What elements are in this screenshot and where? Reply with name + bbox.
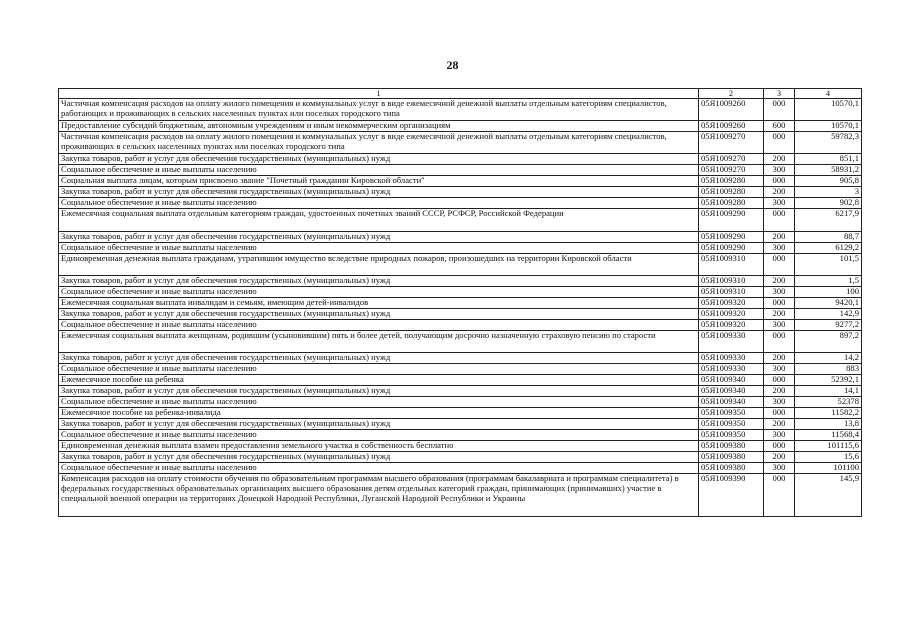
row-code-cell: 05Я1009310 <box>699 287 764 298</box>
row-type-cell: 300 <box>764 243 795 254</box>
row-name-cell: Компенсация расходов на оплату стоимости обучения по образовательным программам высшего образования (программам бакалавриата и программам специалитета) в федеральных государственных образовательных организациях высшего образования детям отдельных категорий граждан, принимающих (принимавших) участие в специальной военной операции на территориях Донецкой Народной Республики, Луганской Народной Республики и Украины <box>59 474 699 517</box>
row-amount-cell: 100 <box>795 287 862 298</box>
table-row <box>59 353 862 364</box>
table-row <box>59 99 862 121</box>
row-type-cell: 000 <box>764 99 795 121</box>
row-amount-cell: 10570,1 <box>795 99 862 121</box>
table-row <box>59 397 862 408</box>
table-row <box>59 408 862 419</box>
row-type-cell: 200 <box>764 386 795 397</box>
row-name-cell: Ежемесячная социальная выплата отдельным категориям граждан, удостоенных почетных званий СССР, РСФСР, Российской Федерации <box>59 209 699 232</box>
row-amount-cell: 897,2 <box>795 331 862 353</box>
table-row <box>59 298 862 309</box>
row-type-cell: 300 <box>764 463 795 474</box>
row-type-cell: 000 <box>764 176 795 187</box>
table-row <box>59 187 862 198</box>
row-name-cell: Социальное обеспечение и иные выплаты населению <box>59 320 699 331</box>
row-type-cell: 200 <box>764 154 795 165</box>
table-row <box>59 430 862 441</box>
table-row <box>59 419 862 430</box>
row-code-cell: 05Я1009330 <box>699 353 764 364</box>
row-amount-cell: 3 <box>795 187 862 198</box>
row-name-cell: Предоставление субсидий бюджетным, автономным учреждениям и иным некоммерческим организациям <box>59 121 699 132</box>
page-number: 28 <box>446 58 459 72</box>
row-type-cell: 300 <box>764 430 795 441</box>
row-name-cell: Социальное обеспечение и иные выплаты населению <box>59 364 699 375</box>
table-row <box>59 154 862 165</box>
table-row <box>59 198 862 209</box>
table-row <box>59 386 862 397</box>
row-amount-cell: 13,8 <box>795 419 862 430</box>
row-type-cell: 300 <box>764 320 795 331</box>
row-amount-cell: 11568,4 <box>795 430 862 441</box>
header-col-2: 2 <box>699 89 764 99</box>
row-type-cell: 200 <box>764 309 795 320</box>
row-code-cell: 05Я1009320 <box>699 320 764 331</box>
row-type-cell: 300 <box>764 165 795 176</box>
row-type-cell: 200 <box>764 232 795 243</box>
row-code-cell: 05Я1009280 <box>699 187 764 198</box>
row-amount-cell: 851,1 <box>795 154 862 165</box>
row-amount-cell: 88,7 <box>795 232 862 243</box>
row-code-cell: 05Я1009320 <box>699 309 764 320</box>
row-type-cell: 000 <box>764 209 795 232</box>
row-code-cell: 05Я1009320 <box>699 298 764 309</box>
row-code-cell: 05Я1009330 <box>699 331 764 353</box>
row-type-cell: 000 <box>764 132 795 154</box>
table-row <box>59 254 862 276</box>
row-code-cell: 05Я1009260 <box>699 99 764 121</box>
row-name-cell: Ежемесячная социальная выплата женщинам, родившим (усыновившим) пять и более детей, получающим досрочно назначенную страховую пенсию по старости <box>59 331 699 353</box>
row-name-cell: Закупка товаров, работ и услуг для обеспечения государственных (муниципальных) нужд <box>59 154 699 165</box>
row-code-cell: 05Я1009270 <box>699 154 764 165</box>
row-amount-cell: 101100 <box>795 463 862 474</box>
row-code-cell: 05Я1009270 <box>699 165 764 176</box>
row-amount-cell: 145,9 <box>795 474 862 517</box>
row-name-cell: Частичная компенсация расходов на оплату жилого помещения и коммунальных услуг в виде ежемесячной денежной выплаты отдельным категориям специалистов, проживающих в сельских населенных пунктах или поселках городского типа <box>59 132 699 154</box>
row-type-cell: 000 <box>764 408 795 419</box>
row-amount-cell: 6217,9 <box>795 209 862 232</box>
table-row <box>59 331 862 353</box>
row-type-cell: 200 <box>764 187 795 198</box>
row-type-cell: 300 <box>764 364 795 375</box>
row-name-cell: Единовременная денежная выплата гражданам, утратившим имущество вследствие природных пожаров, произошедших на территории Кировской области <box>59 254 699 276</box>
row-amount-cell: 11582,2 <box>795 408 862 419</box>
row-name-cell: Социальное обеспечение и иные выплаты населению <box>59 198 699 209</box>
row-amount-cell: 10570,1 <box>795 121 862 132</box>
row-code-cell: 05Я1009380 <box>699 463 764 474</box>
row-code-cell: 05Я1009350 <box>699 408 764 419</box>
row-type-cell: 600 <box>764 121 795 132</box>
row-amount-cell: 883 <box>795 364 862 375</box>
row-type-cell: 000 <box>764 298 795 309</box>
row-name-cell: Закупка товаров, работ и услуг для обеспечения государственных (муниципальных) нужд <box>59 232 699 243</box>
row-name-cell: Социальное обеспечение и иные выплаты населению <box>59 243 699 254</box>
row-code-cell: 05Я1009310 <box>699 254 764 276</box>
row-amount-cell: 52392,1 <box>795 375 862 386</box>
row-amount-cell: 902,8 <box>795 198 862 209</box>
table-row <box>59 364 862 375</box>
row-amount-cell: 6129,2 <box>795 243 862 254</box>
row-code-cell: 05Я1009330 <box>699 364 764 375</box>
row-code-cell: 05Я1009380 <box>699 452 764 463</box>
row-name-cell: Закупка товаров, работ и услуг для обеспечения государственных (муниципальных) нужд <box>59 452 699 463</box>
row-type-cell: 300 <box>764 287 795 298</box>
table-row <box>59 176 862 187</box>
row-code-cell: 05Я1009340 <box>699 375 764 386</box>
row-amount-cell: 58931,2 <box>795 165 862 176</box>
row-amount-cell: 101115,6 <box>795 441 862 452</box>
row-name-cell: Ежемесячное пособие на ребенка <box>59 375 699 386</box>
header-col-3: 3 <box>764 89 795 99</box>
row-code-cell: 05Я1009280 <box>699 176 764 187</box>
row-code-cell: 05Я1009340 <box>699 386 764 397</box>
row-amount-cell: 101,5 <box>795 254 862 276</box>
row-amount-cell: 1,5 <box>795 276 862 287</box>
row-code-cell: 05Я1009260 <box>699 121 764 132</box>
row-type-cell: 200 <box>764 353 795 364</box>
row-type-cell: 200 <box>764 419 795 430</box>
row-type-cell: 000 <box>764 331 795 353</box>
row-name-cell: Социальное обеспечение и иные выплаты населению <box>59 463 699 474</box>
row-type-cell: 000 <box>764 474 795 517</box>
row-code-cell: 05Я1009390 <box>699 474 764 517</box>
table-row <box>59 232 862 243</box>
row-code-cell: 05Я1009280 <box>699 198 764 209</box>
row-code-cell: 05Я1009310 <box>699 276 764 287</box>
row-name-cell: Закупка товаров, работ и услуг для обеспечения государственных (муниципальных) нужд <box>59 386 699 397</box>
table-header-row <box>59 89 862 99</box>
row-amount-cell: 14,1 <box>795 386 862 397</box>
table-row <box>59 320 862 331</box>
row-type-cell: 000 <box>764 441 795 452</box>
row-name-cell: Социальное обеспечение и иные выплаты населению <box>59 397 699 408</box>
row-amount-cell: 52378 <box>795 397 862 408</box>
row-type-cell: 200 <box>764 276 795 287</box>
table-row <box>59 287 862 298</box>
row-type-cell: 000 <box>764 375 795 386</box>
row-amount-cell: 905,8 <box>795 176 862 187</box>
row-code-cell: 05Я1009350 <box>699 419 764 430</box>
row-name-cell: Закупка товаров, работ и услуг для обеспечения государственных (муниципальных) нужд <box>59 187 699 198</box>
table-row <box>59 441 862 452</box>
row-code-cell: 05Я1009350 <box>699 430 764 441</box>
table-row <box>59 452 862 463</box>
row-name-cell: Социальное обеспечение и иные выплаты населению <box>59 430 699 441</box>
row-name-cell: Ежемесячное пособие на ребенка-инвалида <box>59 408 699 419</box>
budget-table <box>58 88 862 517</box>
header-col-4: 4 <box>795 89 862 99</box>
row-amount-cell: 15,6 <box>795 452 862 463</box>
row-name-cell: Единовременная денежная выплата взамен предоставления земельного участка в собственность бесплатно <box>59 441 699 452</box>
row-amount-cell: 9420,1 <box>795 298 862 309</box>
row-code-cell: 05Я1009380 <box>699 441 764 452</box>
row-amount-cell: 14,2 <box>795 353 862 364</box>
row-code-cell: 05Я1009270 <box>699 132 764 154</box>
header-col-1: 1 <box>59 89 699 99</box>
table-row <box>59 474 862 517</box>
table-row <box>59 276 862 287</box>
row-name-cell: Социальное обеспечение и иные выплаты населению <box>59 287 699 298</box>
row-name-cell: Социальное обеспечение и иные выплаты населению <box>59 165 699 176</box>
row-amount-cell: 142,9 <box>795 309 862 320</box>
table-row <box>59 375 862 386</box>
table-row <box>59 209 862 232</box>
row-type-cell: 300 <box>764 397 795 408</box>
row-name-cell: Закупка товаров, работ и услуг для обеспечения государственных (муниципальных) нужд <box>59 309 699 320</box>
row-type-cell: 000 <box>764 254 795 276</box>
table-row <box>59 121 862 132</box>
row-name-cell: Социальная выплата лицам, которым присвоено звание "Почетный гражданин Кировской области" <box>59 176 699 187</box>
row-code-cell: 05Я1009290 <box>699 209 764 232</box>
row-type-cell: 300 <box>764 198 795 209</box>
row-code-cell: 05Я1009290 <box>699 232 764 243</box>
table-row <box>59 165 862 176</box>
table-row <box>59 243 862 254</box>
row-name-cell: Закупка товаров, работ и услуг для обеспечения государственных (муниципальных) нужд <box>59 419 699 430</box>
row-code-cell: 05Я1009290 <box>699 243 764 254</box>
row-amount-cell: 9277,2 <box>795 320 862 331</box>
row-name-cell: Частичная компенсация расходов на оплату жилого помещения и коммунальных услуг в виде ежемесячной денежной выплаты отдельным категориям специалистов, работающих и проживающих в сельских населенных пунктах или поселках городского типа <box>59 99 699 121</box>
row-code-cell: 05Я1009340 <box>699 397 764 408</box>
row-amount-cell: 59782,3 <box>795 132 862 154</box>
table-row <box>59 132 862 154</box>
table-row <box>59 463 862 474</box>
row-type-cell: 200 <box>764 452 795 463</box>
row-name-cell: Ежемесячная социальная выплата инвалидам и семьям, имеющим детей-инвалидов <box>59 298 699 309</box>
row-name-cell: Закупка товаров, работ и услуг для обеспечения государственных (муниципальных) нужд <box>59 276 699 287</box>
table-row <box>59 309 862 320</box>
row-name-cell: Закупка товаров, работ и услуг для обеспечения государственных (муниципальных) нужд <box>59 353 699 364</box>
